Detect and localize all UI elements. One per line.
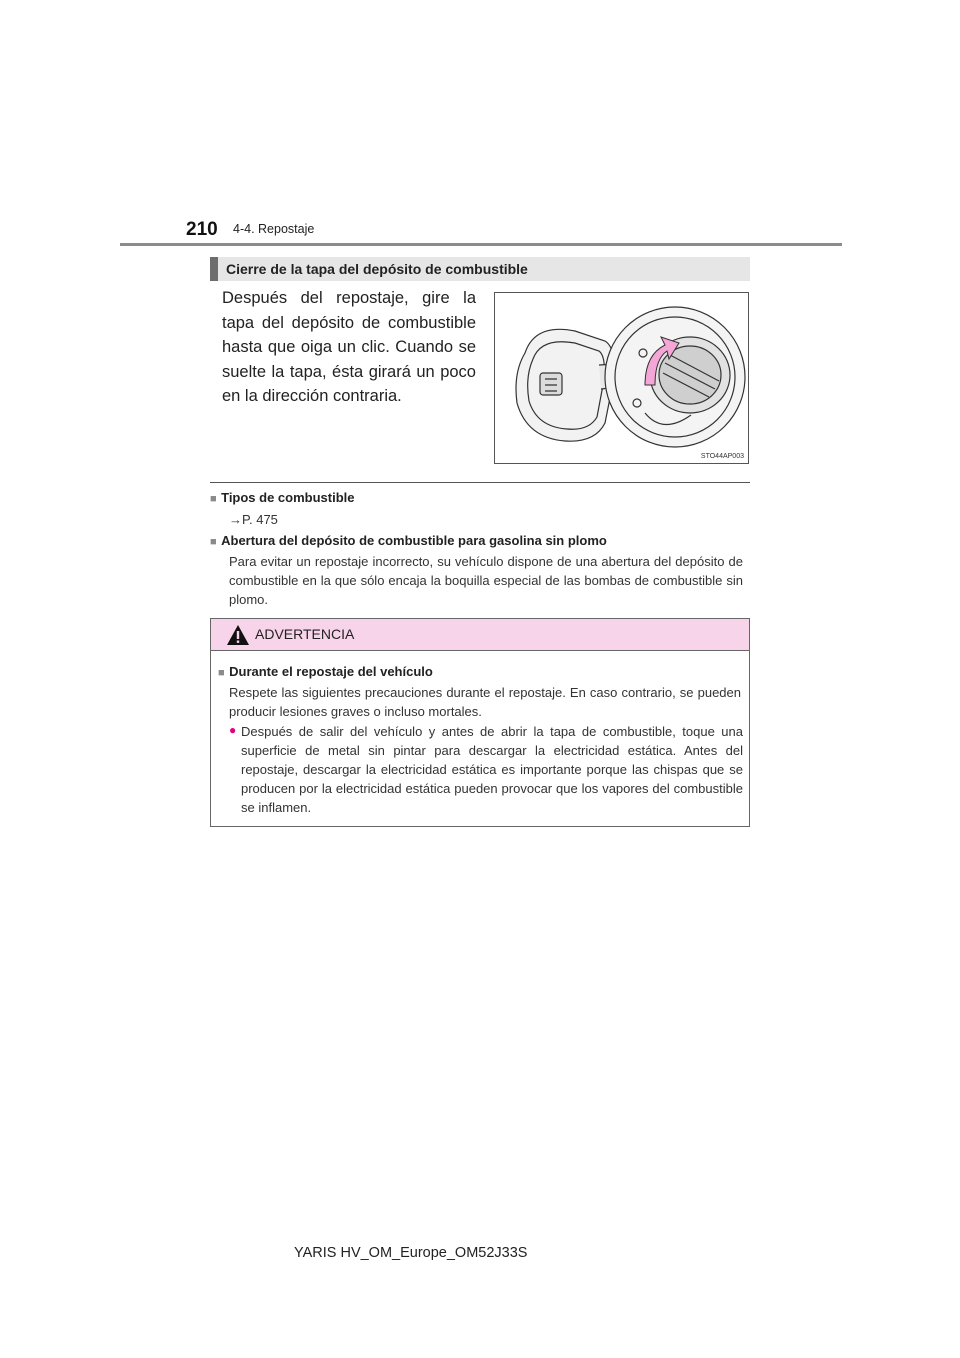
warning-bullet-text: Después de salir del vehículo y antes de abrir la tapa de combustible, toque una superficie de metal sin pintar para descargar la electricidad estática. Antes del repostaje, descargar la electricidad estática es importante porque las chispas que se producen por la electricidad estática pueden provocar que los vapores del combustible se inflamen. — [241, 724, 743, 815]
filler-opening-text: Para evitar un repostaje incorrecto, su vehículo dispone de una abertura del depósito de combustible en la que sólo encaja la boquilla especial de las bombas de combustible sin plomo. — [229, 554, 743, 607]
section-label: 4-4. Repostaje — [233, 222, 315, 236]
warning-intro: Respete las siguientes precauciones durante el repostaje. En caso contrario, se pueden producir lesiones graves o incluso mortales. — [229, 685, 741, 719]
section-divider — [210, 482, 750, 483]
section-heading-text: Cierre de la tapa del depósito de combustible — [226, 261, 528, 277]
filler-opening-item — [210, 532, 607, 550]
square-bullet-icon: ■ — [218, 667, 225, 679]
document-id: YARIS HV_OM_Europe_OM52J33S — [294, 1245, 528, 1261]
fuel-cap-illustration-icon — [495, 293, 748, 463]
warning-subsection — [218, 663, 433, 681]
warning-title: ADVERTENCIA — [255, 626, 355, 642]
intro-paragraph: Después del repostaje, gire la tapa del depósito de combustible hasta que oiga un clic. Cuando se suelte la tapa, ésta girará un poco en la dirección contraria. — [222, 289, 476, 405]
filler-opening-title: Abertura del depósito de combustible para gasolina sin plomo — [221, 533, 607, 548]
fuel-types-title: Tipos de combustible — [221, 490, 355, 505]
reference-arrow-icon: → — [229, 512, 242, 527]
warning-triangle-icon — [226, 624, 250, 646]
fuel-cap-figure — [494, 292, 749, 464]
square-bullet-icon: ■ — [210, 536, 217, 548]
section-heading — [210, 257, 750, 281]
header-rule — [120, 243, 842, 246]
fuel-types-item — [210, 489, 355, 507]
reference-page: P. 475 — [242, 512, 278, 527]
warning-box — [210, 618, 750, 827]
warning-header — [211, 619, 749, 651]
pink-bullet-icon: ● — [229, 723, 237, 737]
square-bullet-icon: ■ — [210, 493, 217, 505]
warning-bullet — [229, 722, 743, 817]
page-number: 210 — [186, 219, 218, 240]
warning-subsection-title: Durante el repostaje del vehículo — [229, 664, 433, 679]
figure-code: STO44AP003 — [700, 453, 744, 460]
fuel-types-reference[interactable] — [229, 510, 278, 529]
